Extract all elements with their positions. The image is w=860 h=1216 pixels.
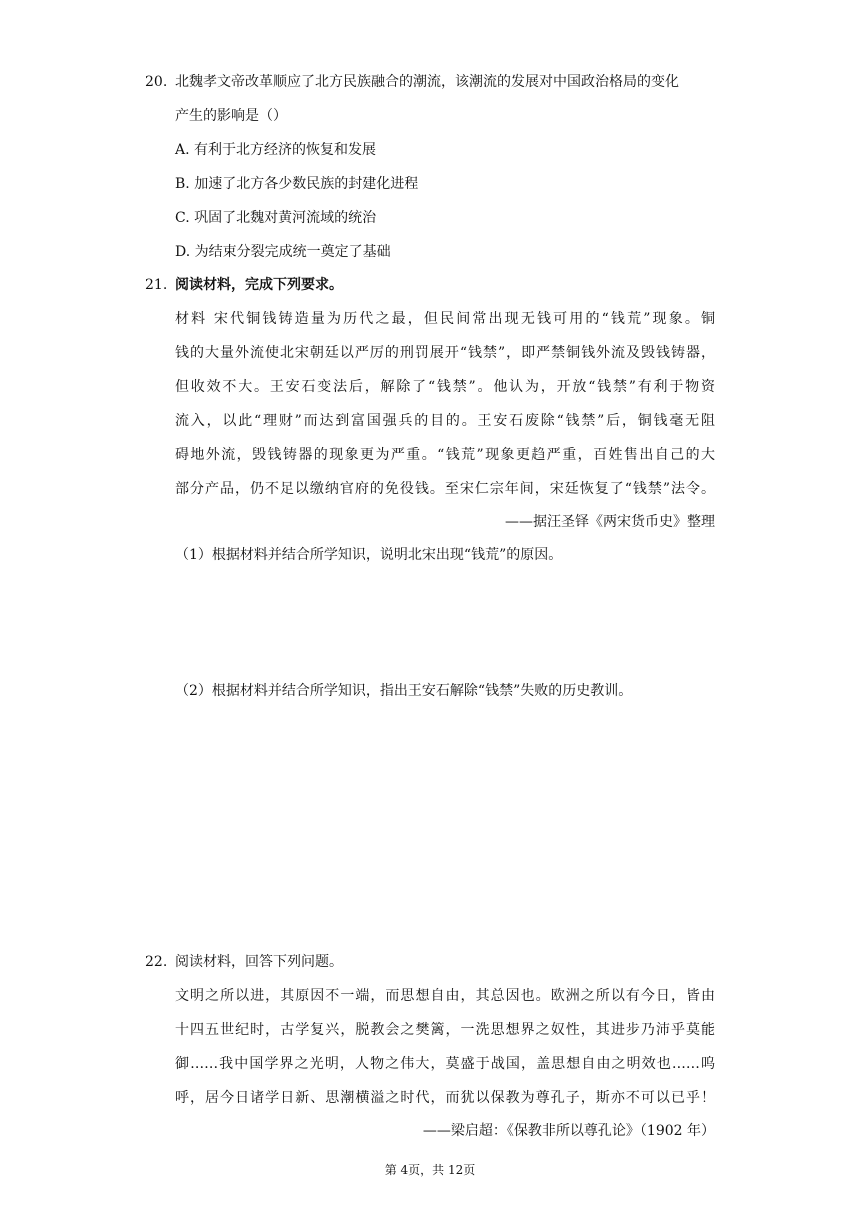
q21-material-line: 但收效不大。王安石变法后，解除了“钱禁”。他认为，开放“钱禁”有利于物资: [175, 379, 715, 395]
q22-title: 阅读材料，回答下列问题。: [175, 954, 343, 970]
q20-stem-line1: 北魏孝文帝改革顺应了北方民族融合的潮流，该潮流的发展对中国政治格局的变化: [175, 74, 679, 90]
q21-title: 阅读材料，完成下列要求。: [175, 277, 343, 293]
q21-material-line: 碍地外流，毁钱铸器的现象更为严重。“钱荒”现象更趋严重，百姓售出自己的大: [175, 447, 715, 463]
q22-material-line: 十四五世纪时，古学复兴，脱教会之樊篱，一洗思想界之奴性，其进步乃沛乎莫能: [175, 1022, 715, 1038]
q21-material-line: 钱的大量外流使北宋朝廷以严厉的刑罚展开“钱禁”，即严禁铜钱外流及毁钱铸器，: [175, 345, 715, 361]
q21-material-line: 流入，以此“理财”而达到富国强兵的目的。王安石废除“钱禁”后，铜钱毫无阻: [175, 413, 715, 429]
page-footer: 第 4页，共 12页: [384, 1163, 476, 1177]
q21-sub-question-2: （2）根据材料并结合所学知识，指出王安石解除“钱禁”失败的历史教训。: [175, 683, 633, 699]
q22-source: ——梁启超：《保教非所以尊孔论》（1902 年）: [422, 1123, 715, 1139]
q22-material-line: 文明之所以进，其原因不一端，而思想自由，其总因也。欧洲之所以有今日，皆由: [175, 988, 715, 1004]
q20-stem-line2: 产生的影响是（）: [175, 108, 287, 124]
q20-option-a: A. 有利于北方经济的恢复和发展: [175, 142, 377, 158]
q20-number: 20.: [145, 74, 168, 90]
q21-material-line: 部分产品，仍不足以缴纳官府的免役钱。至宋仁宗年间，宋廷恢复了“钱禁”法令。: [175, 481, 715, 497]
q21-material-line: 材料 宋代铜钱铸造量为历代之最，但民间常出现无钱可用的“钱荒”现象。铜: [175, 311, 715, 327]
q20-option-c: C. 巩固了北魏对黄河流域的统治: [175, 210, 377, 226]
q22-material-line: 御……我中国学界之光明，人物之伟大，莫盛于战国，盖思想自由之明效也……呜: [175, 1056, 715, 1072]
q22-number: 22.: [145, 954, 168, 970]
q20-option-b: B. 加速了北方各少数民族的封建化进程: [175, 176, 419, 192]
q22-material-line: 呼，居今日诸学日新、思潮横溢之时代，而犹以保教为尊孔子，斯亦不可以已乎！: [175, 1090, 715, 1106]
q21-source: ——据汪圣铎《两宋货币史》整理: [505, 514, 715, 530]
q20-option-d: D. 为结束分裂完成统一奠定了基础: [175, 244, 391, 260]
q21-number: 21.: [145, 277, 168, 293]
q21-sub-question-1: （1）根据材料并结合所学知识，说明北宋出现“钱荒”的原因。: [175, 547, 563, 563]
